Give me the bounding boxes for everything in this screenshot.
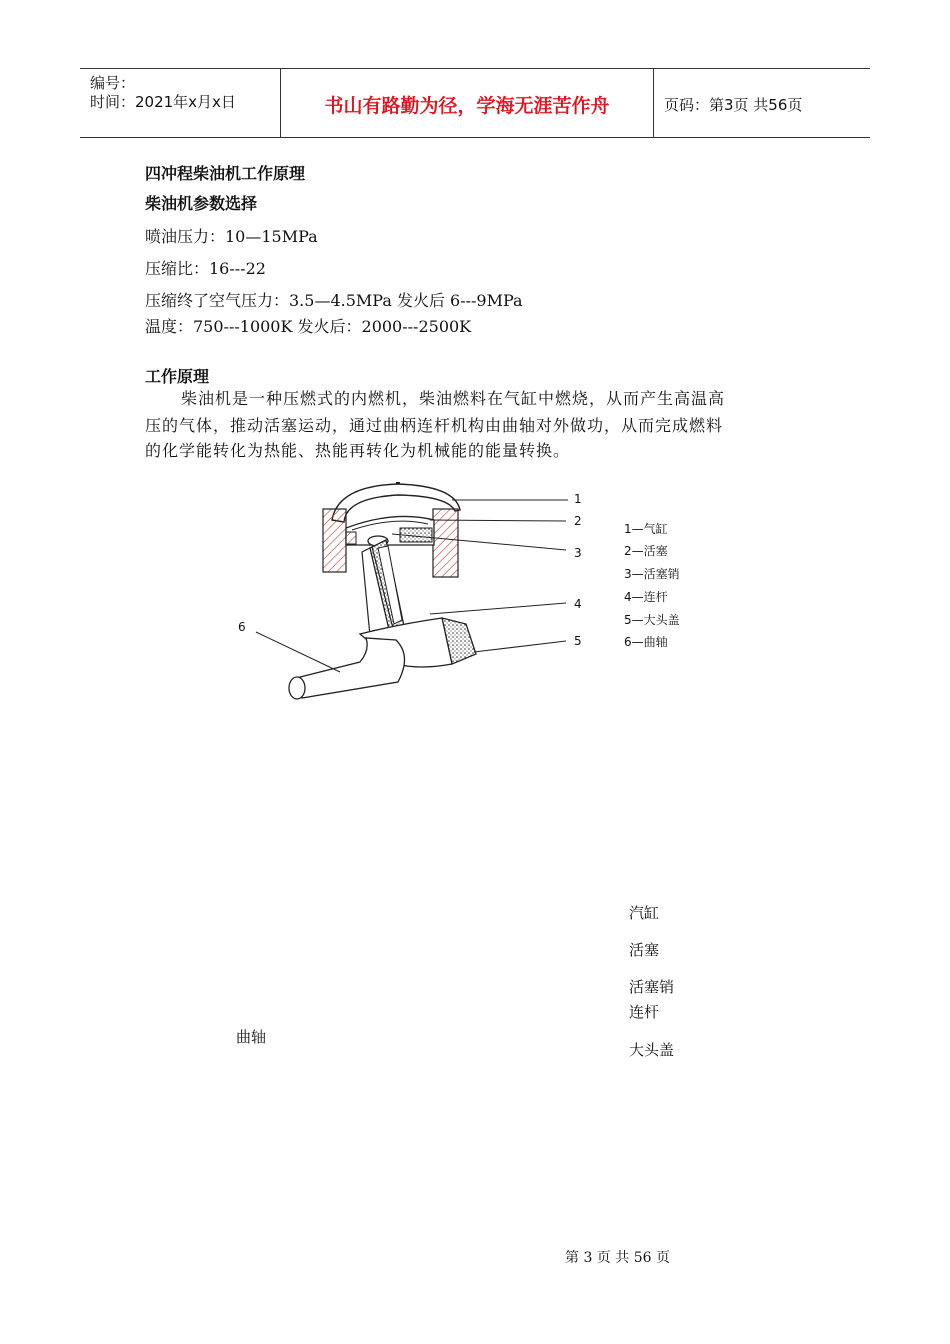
part-label: 活塞 <box>629 941 660 959</box>
callout-number: 2 <box>574 514 582 528</box>
cylinder-wall-left <box>323 509 346 572</box>
part-label: 汽缸 <box>629 904 660 922</box>
page-footer: 第 3 页 共 56 页 <box>565 1250 670 1266</box>
paragraph-line: 的化学能转化为热能、热能再转化为机械能的能量转换。 <box>145 441 571 460</box>
callout-number: 3 <box>574 546 582 560</box>
callout-number: 4 <box>574 597 582 611</box>
part-label: 连杆 <box>629 1003 660 1021</box>
callout-number: 1 <box>574 492 582 506</box>
legend-item: 2—活塞 <box>624 544 668 558</box>
motto: 书山有路勤为径，学海无涯苦作舟 <box>324 95 610 117</box>
crankshaft <box>296 638 405 698</box>
section-heading-principle: 工作原理 <box>145 367 210 386</box>
date-label: 时间：2021年x月x日 <box>90 93 236 111</box>
paragraph-line: 压的气体，推动活塞运动，通过曲柄连杆机构由曲轴对外做功，从而完成燃料 <box>145 416 724 435</box>
param-line: 喷油压力：10—15MPa <box>145 227 318 246</box>
part-label: 活塞销 <box>629 978 675 996</box>
param-line: 压缩比：16---22 <box>145 259 266 278</box>
param-line: 温度：750---1000K 发火后：2000---2500K <box>145 317 472 336</box>
legend-item: 6—曲轴 <box>624 635 668 649</box>
part-label: 曲轴 <box>236 1028 267 1046</box>
part-label: 大头盖 <box>629 1041 675 1059</box>
param-line: 压缩终了空气压力：3.5—4.5MPa 发火后 6---9MPa <box>145 291 523 310</box>
doc-title: 四冲程柴油机工作原理 <box>145 164 306 183</box>
section-heading-params: 柴油机参数选择 <box>145 194 258 213</box>
number-label: 编号： <box>90 74 136 92</box>
legend-item: 4—连杆 <box>624 590 668 604</box>
legend-item: 5—大头盖 <box>624 613 680 627</box>
legend-item: 1—气缸 <box>624 522 668 536</box>
page-label: 页码：第3页 共56页 <box>664 96 803 114</box>
callout-number: 6 <box>238 620 246 634</box>
callout-number: 5 <box>574 634 582 648</box>
paragraph-line: 柴油机是一种压燃式的内燃机，柴油燃料在气缸中燃烧，从而产生高温高 <box>181 389 726 408</box>
cylinder-wall-right <box>433 509 458 577</box>
legend-item: 3—活塞销 <box>624 567 680 581</box>
